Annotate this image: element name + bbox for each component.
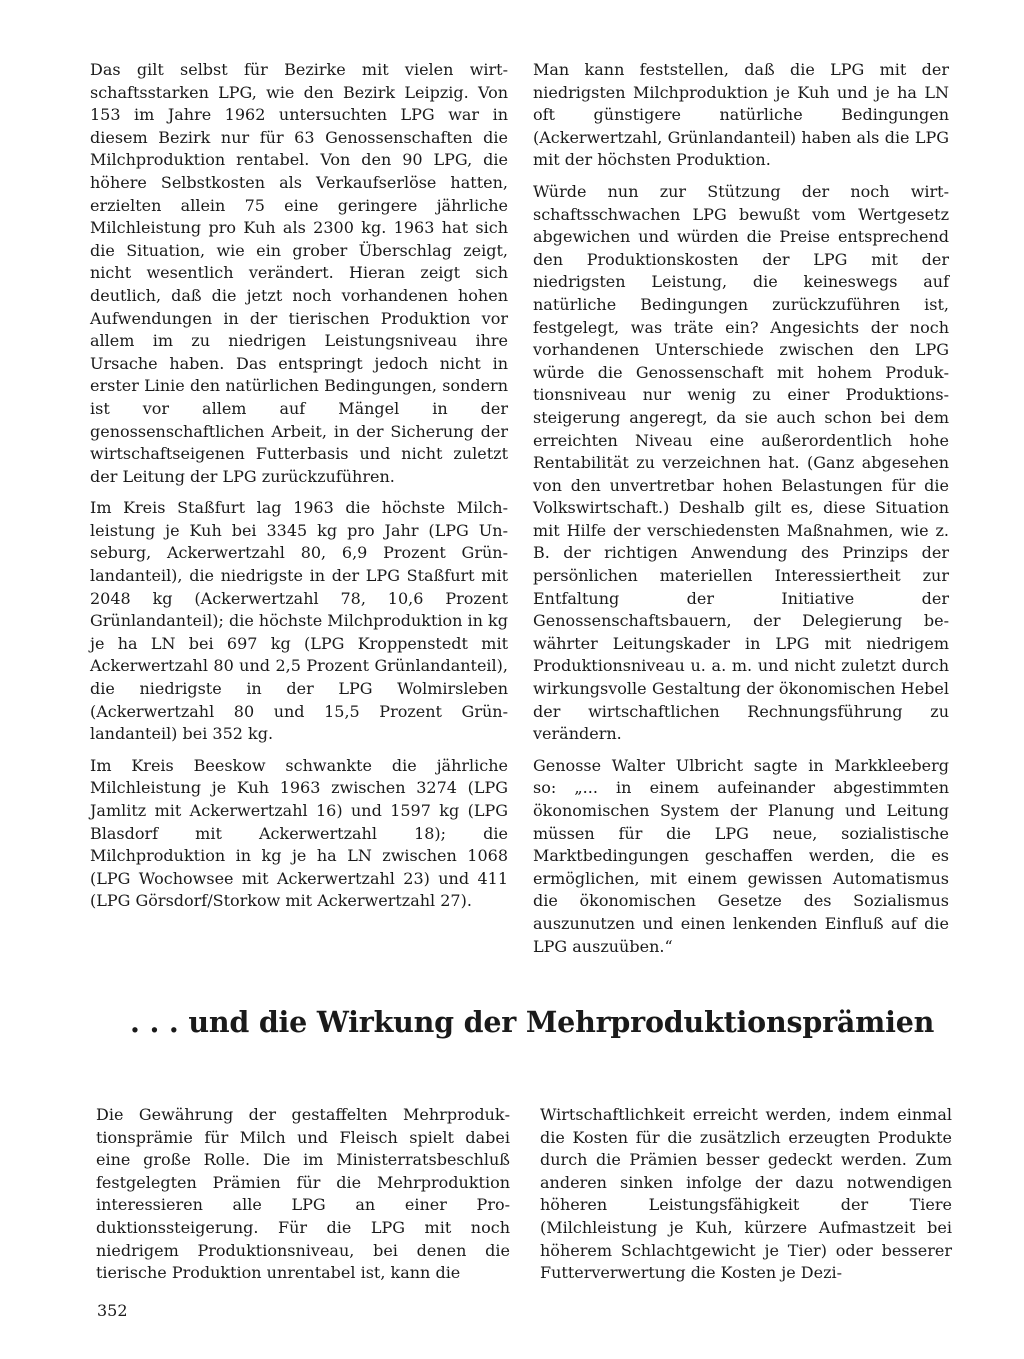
paragraph: Im Kreis Beeskow schwankte die jährliche Milchleistung je Kuh 1963 zwischen 3274 (LPG Jamlitz mit Ackerwertzahl 16) und 1597 kg (LPG Blasdorf mit Ackerwertzahl 18); die Milchproduktion in kg je ha LN zwischen 1068 (LPG Wochowsee mit Ackerwertzahl 23) und 411 (LPG Görsdorf/Storkow mit Ackerwertzahl 27). [90,755,508,911]
paragraph: Genosse Walter Ulbricht sagte in Markkleeberg so: „... in einem aufeinander abgestimmten ökonomischen System der Planung und Leitung müssen für die LPG neue, sozialistische Marktbedingungen geschaffen werden, die es ermöglichen, mit einem gewissen Automatismus die ökonomischen Gesetze des Sozialismus auszunutzen und einen lenkenden Einfluß auf die LPG auszuüben.“ [533,755,949,956]
paragraph: Im Kreis Staßfurt lag 1963 die höchste Milchleistung je Kuh bei 3345 kg pro Jahr (LPG Unseburg, Ackerwertzahl 80, 6,9 Prozent Grünlandanteil), die niedrigste in der LPG Staßfurt mit 2048 kg (Ackerwertzahl 78, 10,6 Prozent Grünlandanteil); die höchste Milchproduktion in kg je ha LN bei 697 kg (LPG Kroppenstedt mit Ackerwertzahl 80 und 2,5 Prozent Grünlandanteil), die niedrigste in der LPG Wolmirsleben (Ackerwertzahl 80 und 15,5 Prozent Grünlandanteil) bei 352 kg. [90,498,508,744]
top-right-text-column [533,59,949,958]
paragraph: Würde nun zur Stützung der noch wirtschaftsschwachen LPG bewußt vom Wertgesetz abgewichen und würden die Preise entsprechend den Produktionskosten der LPG mit der niedrigsten Leistung, die keineswegs auf natürliche Bedingungen zurückzuführen ist, festgelegt, was träte ein? Angesichts der noch vorhandenen Unterschiede zwischen den LPG würde die Genossenschaft mit hohem Produktionsniveau nur wenig zu einer Produktionssteigerung angeregt, da sie auch schon bei dem erreichten Niveau eine außerordentlich hohe Rentabilität zu verzeichnen hat. (Ganz abgesehen von den unvertretbar hohen Belastungen für die Volkswirtschaft.) Deshalb gilt es, diese Situation mit Hilfe der verschiedensten Maßnahmen, wie z. B. der richtigen Anwendung des Prinzips der persönlichen materiellen Interessiertheit zur Entfaltung der Initiative der Genossenschaftsbauern, der Delegierung bewährter Leitungskader in LPG mit niedrigem Produktionsniveau u. a. m. und nicht zuletzt durch wirkungsvolle Gestaltung der ökonomischen Hebel der wirtschaftlichen Rechnungsführung zu verändern. [533,181,949,744]
paragraph: Wirtschaftlichkeit erreicht werden, indem einmal die Kosten für die zusätzlich erzeugten Produkte durch die Prämien besser gedeckt werden. Zum anderen sinken infolge der dazu notwendigen höheren Leistungsfähigkeit der Tiere (Milchleistung je Kuh, kürzere Aufmastzeit bei höherem Schlachtgewicht je Tier) oder besserer Futterverwertung die Kosten je Dezi- [540,1105,952,1283]
bottom-right-text-column [540,1104,952,1285]
top-left-text-column [90,59,508,913]
page-number: 352 [97,1301,128,1320]
paragraph: Das gilt selbst für Bezirke mit vielen wirtschaftsstarken LPG, wie den Bezirk Leipzig. Von 153 im Jahre 1962 untersuchten LPG war in diesem Bezirk nur für 63 Genossenschaften die Milchproduktion rentabel. Von den 90 LPG, die höhere Selbstkosten als Verkaufserlöse hatten, erzielten allein 75 eine geringere jährliche Milchleistung pro Kuh als 2300 kg. 1963 hat sich die Situation, wie ein grober Überschlag zeigt, nicht wesentlich verändert. Hieran zeigt sich deutlich, daß die jetzt noch vorhandenen hohen Aufwendungen in der tierischen Produktion vor allem im zu niedrigen Leistungsniveau ihre Ursache haben. Das entspringt jedoch nicht in erster Linie den natürlichen Bedingungen, sondern ist vor allem auf Mängel in der genossenschaftlichen Arbeit, in der Sicherung der wirtschaftseigenen Futterbasis und nicht zuletzt der Leitung der LPG zurückzuführen. [90,60,508,486]
paragraph: Man kann feststellen, daß die LPG mit der niedrigsten Milchproduktion je Kuh und je ha LN oft günstigere natürliche Bedingungen (Ackerwertzahl, Grünlandanteil) haben als die LPG mit der höchsten Produktion. [533,60,949,170]
bottom-left-text-column [96,1104,510,1285]
paragraph: Die Gewährung der gestaffelten Mehrproduktionsprämie für Milch und Fleisch spielt dabei eine große Rolle. Die im Ministerratsbeschluß festgelegten Prämien für die Mehrproduktion interessieren alle LPG an einer Produktionssteigerung. Für die LPG mit noch niedrigem Produktionsniveau, bei denen die tierische Produktion unrentabel ist, kann die [96,1105,510,1283]
section-heading: . . . und die Wirkung der Mehrproduktionsprämien [130,1005,935,1039]
